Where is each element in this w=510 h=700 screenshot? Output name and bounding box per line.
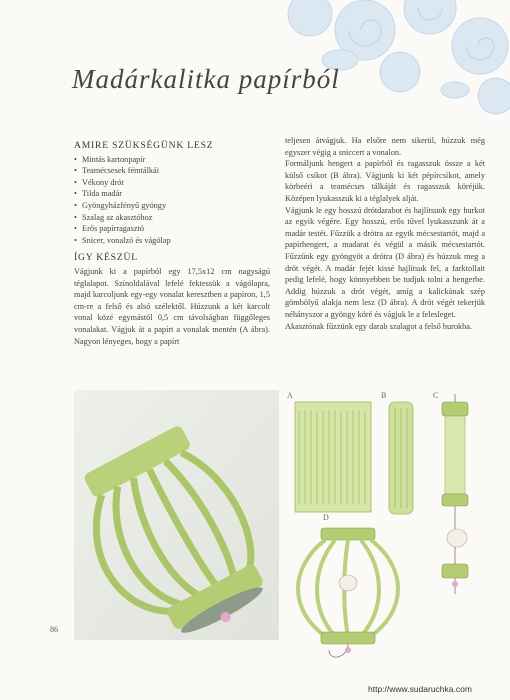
howto-paragraph: Formáljunk hengert a papírból és ragasszuk össze a két külső csíkot (B ábra). Vágjunk ki két pépírcsíkot, amely körbeéri a teamécses tálkáját és ragasszuk köréjük. Középen lyukasszuk ki a téglalyek alját. <box>285 159 485 203</box>
diagram-c <box>442 394 468 594</box>
list-item: • Tilda madár <box>74 188 270 200</box>
diagram-a <box>295 402 371 512</box>
list-item: • Mintás kartonpapír <box>74 154 270 166</box>
watermark: http://www.sudaruchka.com <box>368 684 472 694</box>
list-item: • Gyöngyházfényű gyöngy <box>74 200 270 212</box>
howto-paragraph: Vágjunk le egy hosszú drótdarabot és hajlítsunk egy hurkot az egyik végére. Egy hosszú, erős tűvel lyukasszunk át a madár testét. Fűzzük a drótra az egyik mécsestartót, majd a papírhengert, a madarat és végül a másik mécsestartót. Fűzzünk egy gyöngyöt a drótra (D ábra) és húzzuk meg a drót végét. A madár fejét kissé hajlítsuk fel, a farktollait pedig lefelé, hogy könnyebben be tudjuk tolni a hengerbe. Addig húzzuk a drót végét, amíg a kalickának szép gömbölyű alakja nem lesz (D ábra). A drót végét tekerjük néhányszor a gyöngy köré és vágjuk le a felesleget. <box>285 205 485 319</box>
figure-label-a: A <box>287 391 293 400</box>
howto-paragraph: Akasztónak fűzzünk egy darab szalagot a felső hurokba. <box>285 321 473 331</box>
left-column <box>74 140 270 347</box>
figure-label-c: C <box>433 391 439 400</box>
right-column <box>285 135 485 332</box>
list-item: • Snicer, vonalzó és vágólap <box>74 235 270 247</box>
rose-decoration <box>270 0 510 120</box>
materials-list <box>74 154 270 247</box>
list-item: • Szalag az akasztóhoz <box>74 212 270 224</box>
list-item: • Vékony drót <box>74 177 270 189</box>
figure-label-b: B <box>381 391 387 400</box>
howto-heading: ÍGY KÉSZÜL <box>74 252 138 264</box>
diagram-d <box>298 528 398 657</box>
step-diagrams <box>285 388 485 678</box>
list-item: • Teamécsesek fémtálkái <box>74 165 270 177</box>
list-item: • Erős papírragasztó <box>74 223 270 235</box>
howto-text-left: Vágjunk ki a papírból egy 17,5x12 cm nagyságú téglalapot. Színoldalával lefelé fektessük a vágólapra, majd karcoljunk egy-egy vonalat keresztben a papíron, 1,5 cm-re a felső és alsó szélektől. Húzzunk a két karcolt vonal közé egymástól 0,5 cm távolságban függőleges vonalakat. Vágjuk át a papírt a vonalak mentén (A ábra). Nagyon lényeges, hogy a papírt <box>74 266 270 346</box>
figure-label-d: D <box>323 513 329 522</box>
howto-paragraph: teljesen átvágjuk. Ha elsőre nem sikerül, húzzuk még egyszer végig a sniccert a vonalon. <box>285 136 485 157</box>
diagram-b <box>389 402 413 514</box>
page-title: Madárkalitka papírból <box>72 64 340 94</box>
lantern-photo <box>74 390 279 640</box>
materials-heading: AMIRE SZÜKSÉGÜNK LESZ <box>74 140 214 151</box>
page-number: 86 <box>50 625 58 634</box>
